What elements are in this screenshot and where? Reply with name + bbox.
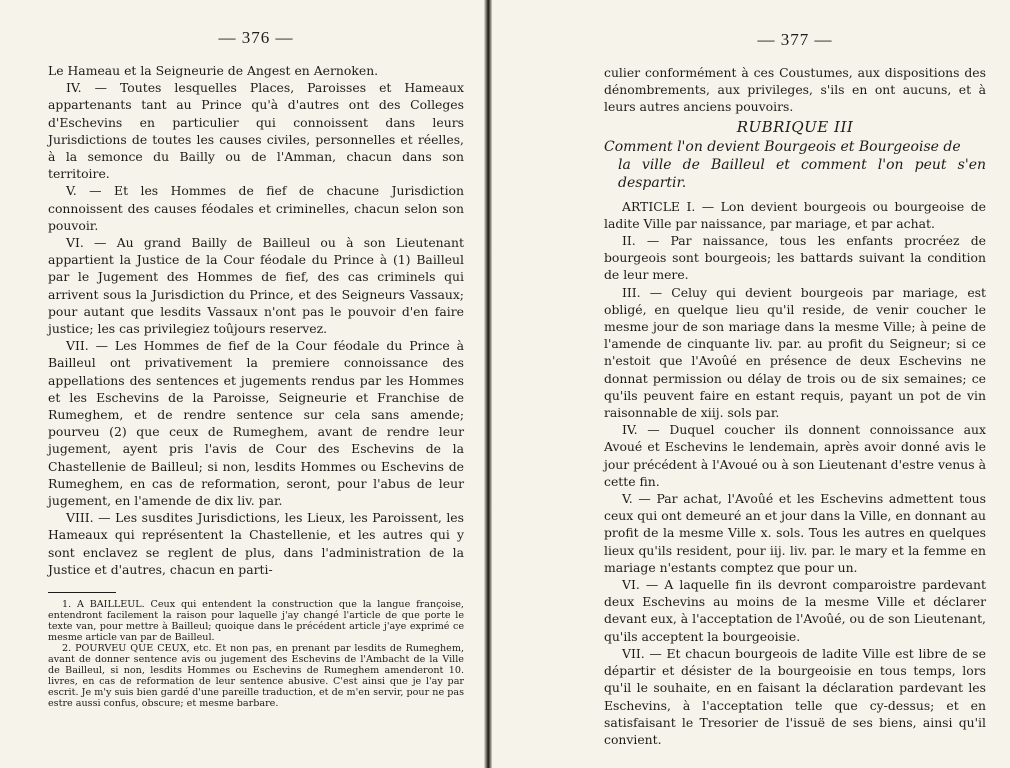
article: V. — Par achat, l'Avoûé et les Eschevins admettent tous ceux qui ont demeuré an et jour dans la Ville, en donnant au profit de la mesme Ville x. sols. Tous les autres en quelques lieux qu'ils resident, pour iij. liv. par. le mary et la femme en mariage n'estants comptez que pour un. <box>604 491 986 575</box>
footnote: 2. POURVEU QUE CEUX, etc. Et non pas, en prenant par lesdits de Rumeghem, avant de donner sentence avis ou jugement des Eschevins de l'Ambacht de la Ville de Bailleul, si non, lesdits Hommes ou Eschevins de Rumeghem amenderont 10. livres, en cas de reformation de leur sentence abusive. C'est ainsi que je l'ay par escrit. Je m'y suis bien gardé d'une pareille traduction, et de m'en servir, pour ne pas estre aussi confus, obscure; et mesme barbare. <box>48 643 464 710</box>
section-subheading <box>604 138 986 192</box>
article: VII. — Et chacun bourgeois de ladite Ville est libre de se départir et désister de la bourgeoisie en tous temps, lors qu'il le souhaite, en en faisant la déclaration pardevant les Eschevins, à l'acceptation telle que cy-dessus; et en satisfaisant le Tresorier de l'issuë de ses biens, ainsi qu'il convient. <box>604 645 986 747</box>
subheading-line-1: Comment l'on devient Bourgeois et Bourgeoise de <box>604 138 961 155</box>
article: VI. — A laquelle fin ils devront comparoistre pardevant deux Eschevins au moins de la mesme Ville et déclarer devant eux, à l'acceptation de l'Avoûé, ou de son Lieutenant, qu'ils acceptent la bourgeoisie. <box>604 577 986 644</box>
paragraph: VI. — Au grand Bailly de Bailleul ou à son Lieutenant appartient la Justice de la Cour féodale du Prince à (1) Bailleul par le Jugement des Hommes de fief, des cas criminels qui arrivent sous la Jurisdiction du Prince, et des Seigneurs Vassaux; pour autant que lesdits Vassaux n'ont pas le pouvoir d'en faire justice; les cas privilegiez toûjours reservez. <box>48 235 464 337</box>
footnotes <box>48 599 464 709</box>
article: ARTICLE I. — Lon devient bourgeois ou bourgeoise de ladite Ville par naissance, par mariage, et par achat. <box>604 198 986 231</box>
section-heading: RUBRIQUE III <box>736 117 854 136</box>
paragraph: VII. — Les Hommes de fief de la Cour féodale du Prince à Bailleul ont privativement la premiere connoissance des appellations des sentences et jugements rendus par les Hommes et les Eschevins de la Paroisse, Seigneurie et Franchise de Rumeghem, et de rendre sentence sur cela sans amende; pourveu (2) que ceux de Rumeghem, avant de rendre leur jugement, ayent pris l'avis de Cour des Eschevins de la Chastellenie de Bailleul; si non, lesdits Hommes ou Eschevins de Rumeghem, en cas de reformation, seront, pour l'abus de leur jugement, en l'amende de dix liv. par. <box>48 338 464 509</box>
article: III. — Celuy qui devient bourgeois par mariage, est obligé, en quelque lieu qu'il reside, de venir coucher le mesme jour de son mariage dans la mesme Ville; à peine de l'amende de cinquante liv. par. au profit du Seigneur; si ce n'estoit que l'Avoûé en présence de deux Eschevins ne donnat permission ou délay de trois ou de six semaines; ce qu'ils peuvent faire en estant requis, payant un pot de vin raisonnable de xiij. sols par. <box>604 284 986 421</box>
left-page <box>0 0 486 768</box>
articles <box>604 198 986 749</box>
paragraph: IV. — Toutes lesquelles Places, Paroisses et Hameaux appartenants tant au Prince qu'à d'autres ont des Colleges d'Eschevins en particulier qui connoissent dans leurs Jurisdictions de toutes les causes civiles, personnelles et réelles, à la semonce du Bailly ou de l'Amman, chacun dans son territoire. <box>48 80 464 182</box>
paragraph: V. — Et les Hommes de fief de chacune Jurisdiction connoissent des causes féodales et criminelles, chacun selon son pouvoir. <box>48 183 464 233</box>
subheading-line-2: la ville de Bailleul et comment l'on peut s'en despartir. <box>618 156 986 191</box>
article: IV. — Duquel coucher ils donnent connoissance aux Avoué et Eschevins le lendemain, après avoir donné avis le jour précédent à l'Avoué ou à son Lieutenant d'estre venus à cette fin. <box>604 422 986 489</box>
footnote: 1. A BAILLEUL. Ceux qui entendent la construction que la langue françoise, entendront facilement la raison pour laquelle j'ay changé l'article de que porte le texte van, pour mettre à Bailleul; quoique dans le précédent article j'aye exprimé ce mesme article van par de Bailleul. <box>48 599 464 644</box>
right-page <box>492 0 1010 768</box>
continuation-paragraph: culier conformément à ces Coustumes, aux dispositions des dénombrements, aux privileges, s'ils en ont aucuns, et à leurs autres anciens pouvoirs. <box>604 65 986 115</box>
right-page-body <box>604 64 986 116</box>
footnote-rule <box>48 592 116 593</box>
paragraph: Le Hameau et la Seigneurie de Angest en Aernoken. <box>48 63 379 78</box>
paragraph: VIII. — Les susdites Jurisdictions, les Lieux, les Paroissent, les Hameaux qui représentent la Chastellenie, et les autres qui y sont enclavez se reglent de plus, dans l'administration de la Justice et d'autres, chacun en parti- <box>48 510 464 577</box>
article: II. — Par naissance, tous les enfants procréez de bourgeois sont bourgeois; les battards suivant la condition de leur mere. <box>604 233 986 283</box>
page-number-left: — 376 — <box>218 28 294 47</box>
left-page-body <box>48 62 464 578</box>
page-number-right: — 377 — <box>757 30 833 49</box>
